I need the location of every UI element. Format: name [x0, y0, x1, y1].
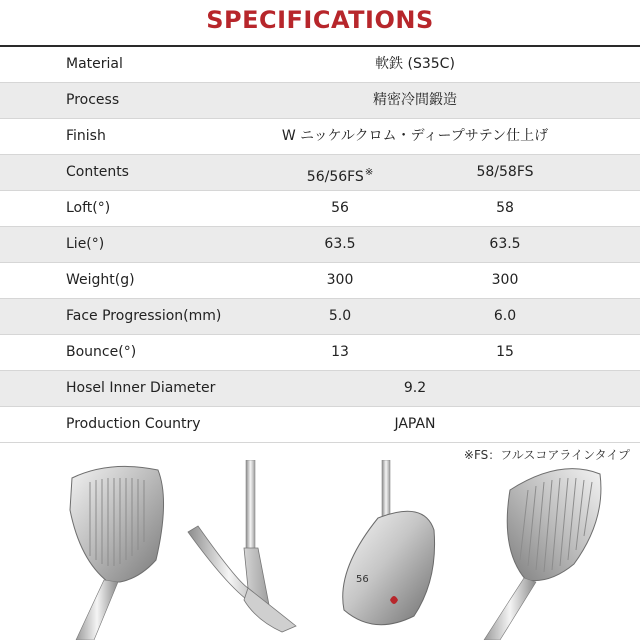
row-value: 精密冷間鍛造 — [373, 92, 457, 108]
table-row-finish — [0, 119, 640, 155]
row-value-58: 58/58FS — [476, 164, 534, 180]
row-label: Production Country — [66, 416, 201, 432]
spec-table — [0, 47, 640, 443]
wedge-side-profile-image — [186, 460, 306, 640]
row-value: 9.2 — [403, 380, 427, 396]
table-row-lie — [0, 227, 640, 263]
club-image-strip — [0, 460, 640, 640]
loft-stamp: 56 — [356, 574, 369, 585]
table-row-hosel — [0, 371, 640, 407]
row-label: Process — [66, 92, 120, 108]
row-value-56: 5.0 — [328, 308, 352, 324]
row-label: Finish — [66, 128, 106, 144]
row-label: Face Progression(mm) — [66, 308, 222, 324]
footnote: ※FS：フルスコアラインタイプ — [463, 448, 630, 462]
wedge-back-image — [334, 460, 444, 640]
row-label: Loft(°) — [66, 200, 111, 216]
table-row-process — [0, 83, 640, 119]
table-row-weight — [0, 263, 640, 299]
page-title: SPECIFICATIONS — [206, 6, 434, 34]
row-value-56: 300 — [326, 272, 354, 288]
table-row-bounce — [0, 335, 640, 371]
row-value-56 — [250, 155, 430, 195]
row-label: Bounce(°) — [66, 344, 137, 360]
row-value-56: 63.5 — [324, 236, 356, 252]
footnote-mark: ※ — [364, 167, 374, 178]
row-value-58: 58 — [496, 200, 514, 216]
table-row-country — [0, 407, 640, 443]
row-value-58: 6.0 — [493, 308, 517, 324]
row-value-58: 63.5 — [489, 236, 521, 252]
table-row-contents — [0, 155, 640, 191]
row-label: Lie(°) — [66, 236, 105, 252]
table-row-loft — [0, 191, 640, 227]
row-label: Material — [66, 56, 123, 72]
row-value-58: 300 — [491, 272, 519, 288]
contents-56-text: 56/56FS — [306, 169, 364, 185]
row-value-56: 56 — [331, 200, 349, 216]
row-value-58: 15 — [496, 344, 514, 360]
row-label: Hosel Inner Diameter — [66, 380, 216, 396]
wedge-face-front-image — [60, 460, 180, 640]
row-value: W ニッケルクロム・ディープサテン仕上げ — [281, 128, 549, 144]
row-value-56: 13 — [331, 344, 349, 360]
wedge-face-angled-image — [470, 460, 610, 640]
table-row-material — [0, 47, 640, 83]
row-label: Contents — [66, 164, 129, 180]
row-value: JAPAN — [394, 416, 436, 432]
row-value: 軟鉄 (S35C) — [375, 56, 455, 72]
table-row-face-progression — [0, 299, 640, 335]
row-label: Weight(g) — [66, 272, 135, 288]
